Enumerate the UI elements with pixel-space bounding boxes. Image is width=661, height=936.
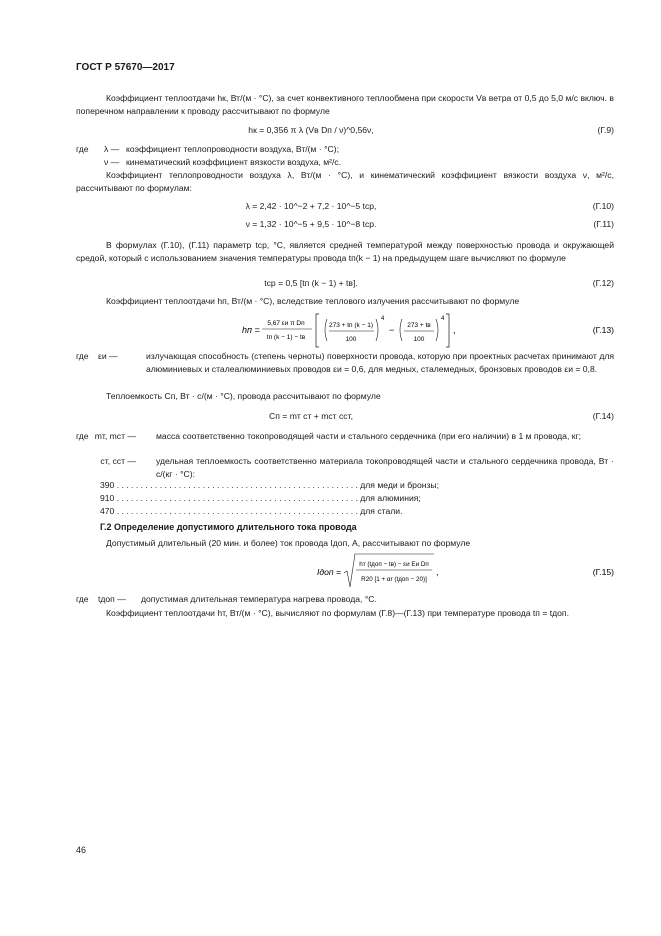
formula-g14 <box>76 410 614 428</box>
fraction-denominator: R20 [1 + αr (tдоп − 20)] <box>361 576 427 583</box>
formula-lhs: Iдоп = <box>316 567 341 577</box>
list-value: 470 <box>100 506 115 516</box>
formula-expression: λ = 2,42 · 10^−2 + 7,2 · 10^−5 tср, <box>245 201 377 211</box>
formula-number: (Г.15) <box>592 567 614 577</box>
definition-tdop <box>76 593 614 606</box>
power-label: 4 <box>441 316 445 322</box>
fraction-numerator: 5,67 εи π Dп <box>267 320 305 327</box>
inner-numerator: 273 + tв <box>407 322 431 329</box>
list-text: для алюминия; <box>360 493 421 503</box>
formula-g15-graphic <box>76 551 614 591</box>
paragraph-average-temp: В формулах (Г.10), (Г.11) параметр tср, °С, является средней температурой между поверхностью провода и окружающей средой, который с использованием значения температуры провода tп(k − 1) на предыдущем шаге вычисляют по формуле <box>76 240 614 263</box>
definition-text: удельная теплоемкость соответственно материала токопроводящей части и стального сердечника провода, Вт · с/(кг · °С): <box>156 456 614 479</box>
definition-epsilon <box>76 350 614 390</box>
definition-text: кинематический коэффициент вязкости воздуха, м²/с. <box>126 157 342 167</box>
formula-g13-graphic <box>76 310 614 352</box>
list-text: для стали. <box>360 506 403 516</box>
formula-number: (Г.11) <box>593 219 614 229</box>
formula-g13 <box>76 310 614 352</box>
definition-text: коэффициент теплопроводности воздуха, Вт/(м · °С); <box>126 144 339 154</box>
document-header: ГОСТ Р 57670—2017 <box>76 62 175 73</box>
formula-g11 <box>76 218 614 236</box>
fraction-denominator: tп (k − 1) − tв <box>266 334 306 341</box>
right-paren <box>376 319 378 341</box>
inner-denominator: 100 <box>345 336 357 343</box>
formula-expression: Сп = mт ст + mст сст, <box>269 411 353 421</box>
comma: , <box>436 567 439 577</box>
list-dots: . . . . . . . . . . . . . . . . . . . . . . . . . . . . . . . . . . . . . . . . . . . . . . . . . . . <box>116 493 361 503</box>
definition-symbol: mт, mст — <box>94 431 136 441</box>
definition-text: излучающая способность (степень черноты) поверхности провода, которую при проектных расчетах принимают для алюминиевых и сталеалюминиевых проводов εи = 0,6, для медных, сталемедных, бронзовых проводов εи = 0,8. <box>146 351 614 374</box>
list-value: 390 <box>100 480 115 490</box>
definition-specific-heat <box>76 455 614 481</box>
formula-expression: hк = 0,356 π λ (Vв Dп / ν)^0,56ν, <box>248 125 374 135</box>
paragraph-radiation: Коэффициент теплоотдачи hп, Вт/(м · °С), вследствие теплового излучения рассчитывают по формуле <box>106 296 520 306</box>
definition-nu <box>76 156 614 169</box>
paragraph-current: Допустимый длительный (20 мин. и более) ток провода Iдоп, А, рассчитывают по формуле <box>106 538 471 548</box>
paragraph-heat-capacity: Теплоемкость Сп, Вт · с/(м · °С), провода рассчитывают по формуле <box>106 391 381 401</box>
definition-label: где <box>76 431 89 441</box>
formula-g9 <box>76 124 614 142</box>
page-number: 46 <box>76 845 87 855</box>
formula-g12 <box>76 277 614 295</box>
paragraph-ht: Коэффициент теплоотдачи hт, Вт/(м · °С), вычисляют по формулам (Г.8)—(Г.13) при температуре провода tп = tдоп. <box>106 608 569 618</box>
list-text: для меди и бронзы; <box>360 480 439 490</box>
formula-expression: tср = 0,5 [tп (k − 1) + tв]. <box>264 278 358 288</box>
formula-number: (Г.9) <box>597 125 614 135</box>
list-item <box>100 479 500 492</box>
list-item <box>100 492 500 505</box>
definition-lambda <box>76 143 614 156</box>
definition-symbol: λ — <box>104 144 120 154</box>
fraction-numerator: hт (tдоп − tв) − εи Eи Dп <box>359 561 429 568</box>
definition-symbol: ν — <box>104 157 120 167</box>
minus-sign: − <box>389 325 395 335</box>
formula-g10 <box>76 200 614 218</box>
list-dots: . . . . . . . . . . . . . . . . . . . . . . . . . . . . . . . . . . . . . . . . . . . . . . . . . . . <box>116 480 361 490</box>
left-bracket <box>316 314 319 347</box>
formula-number: (Г.13) <box>592 325 614 335</box>
list-dots: . . . . . . . . . . . . . . . . . . . . . . . . . . . . . . . . . . . . . . . . . . . . . . . . . . . <box>116 506 361 516</box>
list-item <box>100 505 500 518</box>
formula-number: (Г.12) <box>592 278 614 288</box>
section-heading: Г.2 Определение допустимого длительного тока провода <box>100 522 357 532</box>
list-value: 910 <box>100 493 115 503</box>
left-paren <box>400 319 402 341</box>
definition-mass <box>76 430 614 456</box>
definition-text: допустимая длительная температура нагрева провода, °С. <box>141 594 377 604</box>
definition-symbol: εи — <box>98 351 118 361</box>
definition-symbol: tдоп — <box>98 594 126 604</box>
paragraph-air-properties: Коэффициент теплопроводности воздуха λ, Вт/(м · °С), и кинематический коэффициент вязкости воздуха ν, м²/с, рассчитывают по формулам: <box>76 170 614 193</box>
formula-lhs: hп = <box>242 325 260 335</box>
formula-expression: ν = 1,32 · 10^−5 + 9,5 · 10^−8 tср. <box>245 219 377 229</box>
inner-numerator: 273 + tп (k − 1) <box>329 322 373 329</box>
definition-label: где <box>76 594 89 604</box>
power-label: 4 <box>381 316 385 322</box>
formula-g15 <box>76 551 614 591</box>
comma: , <box>453 325 456 335</box>
definition-symbol: ст, сст — <box>100 456 136 466</box>
left-paren <box>325 319 327 341</box>
definition-label: где <box>76 351 89 361</box>
right-paren <box>436 319 438 341</box>
inner-denominator: 100 <box>413 336 425 343</box>
paragraph-convective: Коэффициент теплоотдачи hк, Вт/(м · °С), за счет конвективного теплообмена при скорости Vв ветра от 0,5 до 5,0 м/с включ. в поперечном направлении к проводу рассчитывают по формуле <box>76 93 614 116</box>
definition-label: где <box>76 144 89 154</box>
right-bracket <box>446 314 449 347</box>
formula-number: (Г.14) <box>592 411 614 421</box>
definition-text: масса соответственно токопроводящей части и стального сердечника (при его наличии) в 1 м провода, кг; <box>156 431 582 441</box>
formula-number: (Г.10) <box>592 201 614 211</box>
